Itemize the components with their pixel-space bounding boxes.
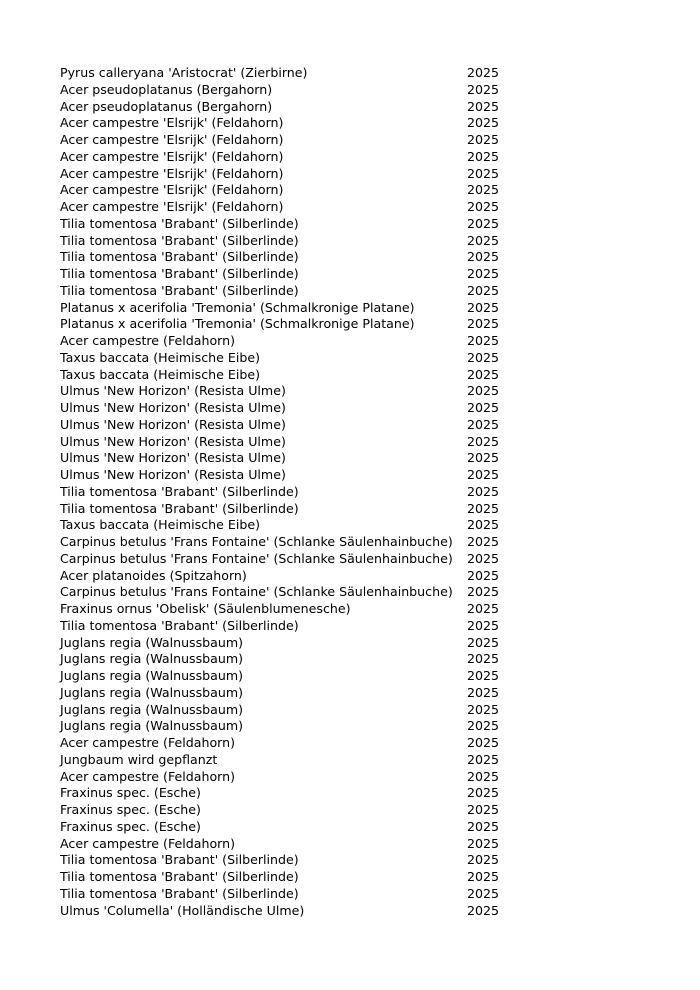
planting-year: 2025 <box>467 785 500 801</box>
list-item <box>60 99 520 116</box>
tree-species-name: Acer pseudoplatanus (Bergahorn) <box>60 98 273 114</box>
planting-year: 2025 <box>467 282 500 298</box>
tree-species-name: Tilia tomentosa 'Brabant' (Silberlinde) <box>60 249 299 265</box>
tree-species-name: Ulmus 'New Horizon' (Resista Ulme) <box>60 450 286 466</box>
list-item <box>60 300 520 317</box>
planting-year: 2025 <box>467 349 500 365</box>
list-item <box>60 819 520 836</box>
tree-species-name: Taxus baccata (Heimische Eibe) <box>60 517 260 533</box>
tree-species-name: Tilia tomentosa 'Brabant' (Silberlinde) <box>60 483 299 499</box>
planting-year: 2025 <box>467 550 500 566</box>
planting-year: 2025 <box>467 467 500 482</box>
planting-year: 2025 <box>467 81 500 97</box>
tree-species-name: Tilia tomentosa 'Brabant' (Silberlinde) <box>60 215 299 231</box>
planting-year: 2025 <box>467 165 500 181</box>
tree-species-name: Acer campestre 'Elsrijk' (Feldahorn) <box>60 148 284 164</box>
planting-year: 2025 <box>467 316 500 332</box>
planting-year: 2025 <box>467 735 500 750</box>
tree-species-name: Acer campestre (Feldahorn) <box>60 735 236 750</box>
list-item <box>60 467 520 484</box>
tree-species-name: Juglans regia (Walnussbaum) <box>60 634 244 650</box>
planting-year: 2025 <box>467 65 500 80</box>
planting-year: 2025 <box>467 802 500 817</box>
planting-year: 2025 <box>467 400 500 415</box>
tree-species-name: Carpinus betulus 'Frans Fontaine' (Schlanke Säulenhainbuche) <box>60 584 453 600</box>
list-item <box>60 249 520 266</box>
tree-species-name: Juglans regia (Walnussbaum) <box>60 651 244 667</box>
list-item <box>60 551 520 568</box>
list-item <box>60 668 520 685</box>
planting-year: 2025 <box>467 684 500 700</box>
tree-species-name: Juglans regia (Walnussbaum) <box>60 718 244 734</box>
planting-year: 2025 <box>467 751 500 767</box>
tree-species-name: Acer platanoides (Spitzahorn) <box>60 567 247 583</box>
tree-species-name: Platanus x acerifolia 'Tremonia' (Schmalkronige Platane) <box>60 299 415 315</box>
list-item <box>60 869 520 886</box>
list-item <box>60 752 520 769</box>
list-item <box>60 132 520 149</box>
planting-year: 2025 <box>467 433 500 449</box>
list-item <box>60 367 520 384</box>
planting-year: 2025 <box>467 818 500 834</box>
list-item <box>60 233 520 250</box>
planting-year: 2025 <box>467 366 500 382</box>
planting-year: 2025 <box>467 651 500 667</box>
tree-species-name: Ulmus 'New Horizon' (Resista Ulme) <box>60 467 286 482</box>
tree-species-name: Ulmus 'New Horizon' (Resista Ulme) <box>60 383 286 399</box>
list-item <box>60 501 520 518</box>
tree-species-name: Tilia tomentosa 'Brabant' (Silberlinde) <box>60 869 299 884</box>
list-item <box>60 735 520 752</box>
planting-year: 2025 <box>467 500 500 516</box>
tree-species-name: Taxus baccata (Heimische Eibe) <box>60 366 260 382</box>
planting-year: 2025 <box>467 701 500 717</box>
list-item <box>60 836 520 853</box>
list-item <box>60 635 520 652</box>
planting-year: 2025 <box>467 182 500 198</box>
tree-planting-list <box>60 65 520 919</box>
planting-year: 2025 <box>467 534 500 549</box>
tree-species-name: Juglans regia (Walnussbaum) <box>60 701 244 717</box>
planting-year: 2025 <box>467 416 500 432</box>
tree-species-name: Acer campestre 'Elsrijk' (Feldahorn) <box>60 182 284 198</box>
tree-species-name: Acer campestre (Feldahorn) <box>60 333 236 348</box>
planting-year: 2025 <box>467 668 500 683</box>
list-item <box>60 484 520 501</box>
tree-species-name: Ulmus 'New Horizon' (Resista Ulme) <box>60 400 286 415</box>
planting-year: 2025 <box>467 249 500 265</box>
list-item <box>60 283 520 300</box>
planting-year: 2025 <box>467 115 500 131</box>
list-item <box>60 149 520 166</box>
tree-species-name: Juglans regia (Walnussbaum) <box>60 684 244 700</box>
tree-species-name: Tilia tomentosa 'Brabant' (Silberlinde) <box>60 885 299 901</box>
tree-species-name: Tilia tomentosa 'Brabant' (Silberlinde) <box>60 266 299 281</box>
list-item <box>60 601 520 618</box>
list-item <box>60 266 520 283</box>
planting-year: 2025 <box>467 584 500 600</box>
list-item <box>60 199 520 216</box>
tree-species-name: Tilia tomentosa 'Brabant' (Silberlinde) <box>60 232 299 248</box>
planting-year: 2025 <box>467 517 500 533</box>
tree-species-name: Ulmus 'New Horizon' (Resista Ulme) <box>60 433 286 449</box>
tree-species-name: Ulmus 'Columella' (Holländische Ulme) <box>60 902 305 918</box>
tree-species-name: Tilia tomentosa 'Brabant' (Silberlinde) <box>60 282 299 298</box>
list-item <box>60 802 520 819</box>
list-item <box>60 316 520 333</box>
list-item <box>60 618 520 635</box>
tree-species-name: Acer pseudoplatanus (Bergahorn) <box>60 81 273 97</box>
tree-species-name: Ulmus 'New Horizon' (Resista Ulme) <box>60 416 286 432</box>
tree-species-name: Platanus x acerifolia 'Tremonia' (Schmalkronige Platane) <box>60 316 415 332</box>
tree-species-name: Acer campestre (Feldahorn) <box>60 835 236 851</box>
list-item <box>60 400 520 417</box>
planting-year: 2025 <box>467 132 500 147</box>
list-item <box>60 718 520 735</box>
tree-species-name: Acer campestre 'Elsrijk' (Feldahorn) <box>60 165 284 181</box>
tree-species-name: Tilia tomentosa 'Brabant' (Silberlinde) <box>60 852 299 868</box>
tree-species-name: Jungbaum wird gepflanzt <box>60 751 218 767</box>
planting-year: 2025 <box>467 768 500 784</box>
planting-year: 2025 <box>467 232 500 248</box>
list-item <box>60 584 520 601</box>
tree-species-name: Fraxinus spec. (Esche) <box>60 802 201 817</box>
planting-year: 2025 <box>467 199 500 214</box>
tree-species-name: Pyrus calleryana 'Aristocrat' (Zierbirne) <box>60 65 308 80</box>
tree-species-name: Acer campestre 'Elsrijk' (Feldahorn) <box>60 199 284 214</box>
tree-species-name: Fraxinus ornus 'Obelisk' (Säulenblumenesche) <box>60 601 351 616</box>
list-item <box>60 383 520 400</box>
tree-species-name: Carpinus betulus 'Frans Fontaine' (Schlanke Säulenhainbuche) <box>60 534 453 549</box>
planting-year: 2025 <box>467 885 500 901</box>
tree-species-name: Tilia tomentosa 'Brabant' (Silberlinde) <box>60 500 299 516</box>
tree-species-name: Taxus baccata (Heimische Eibe) <box>60 349 260 365</box>
list-item <box>60 333 520 350</box>
tree-species-name: Acer campestre (Feldahorn) <box>60 768 236 784</box>
planting-year: 2025 <box>467 567 500 583</box>
list-item <box>60 886 520 903</box>
list-item <box>60 350 520 367</box>
planting-year: 2025 <box>467 333 500 348</box>
list-item <box>60 651 520 668</box>
list-item <box>60 568 520 585</box>
list-item <box>60 852 520 869</box>
tree-species-name: Acer campestre 'Elsrijk' (Feldahorn) <box>60 115 284 131</box>
planting-year: 2025 <box>467 601 500 616</box>
list-item <box>60 434 520 451</box>
planting-year: 2025 <box>467 634 500 650</box>
list-item <box>60 517 520 534</box>
tree-species-name: Carpinus betulus 'Frans Fontaine' (Schlanke Säulenhainbuche) <box>60 550 453 566</box>
tree-species-name: Fraxinus spec. (Esche) <box>60 818 201 834</box>
planting-year: 2025 <box>467 718 500 734</box>
planting-year: 2025 <box>467 299 500 315</box>
list-item <box>60 785 520 802</box>
planting-year: 2025 <box>467 902 500 918</box>
planting-year: 2025 <box>467 266 500 281</box>
planting-year: 2025 <box>467 98 500 114</box>
list-item <box>60 685 520 702</box>
planting-year: 2025 <box>467 852 500 868</box>
tree-species-name: Tilia tomentosa 'Brabant' (Silberlinde) <box>60 617 299 633</box>
tree-species-name: Fraxinus spec. (Esche) <box>60 785 201 801</box>
planting-year: 2025 <box>467 215 500 231</box>
list-item <box>60 702 520 719</box>
list-item <box>60 769 520 786</box>
list-item <box>60 166 520 183</box>
list-item <box>60 534 520 551</box>
list-item <box>60 115 520 132</box>
planting-year: 2025 <box>467 383 500 399</box>
tree-species-name: Juglans regia (Walnussbaum) <box>60 668 244 683</box>
list-item <box>60 450 520 467</box>
tree-species-name: Acer campestre 'Elsrijk' (Feldahorn) <box>60 132 284 147</box>
list-item <box>60 903 520 920</box>
planting-year: 2025 <box>467 835 500 851</box>
list-item <box>60 216 520 233</box>
planting-year: 2025 <box>467 617 500 633</box>
list-item <box>60 182 520 199</box>
list-item <box>60 65 520 82</box>
planting-year: 2025 <box>467 483 500 499</box>
list-item <box>60 417 520 434</box>
planting-year: 2025 <box>467 869 500 884</box>
planting-year: 2025 <box>467 450 500 466</box>
list-item <box>60 82 520 99</box>
planting-year: 2025 <box>467 148 500 164</box>
